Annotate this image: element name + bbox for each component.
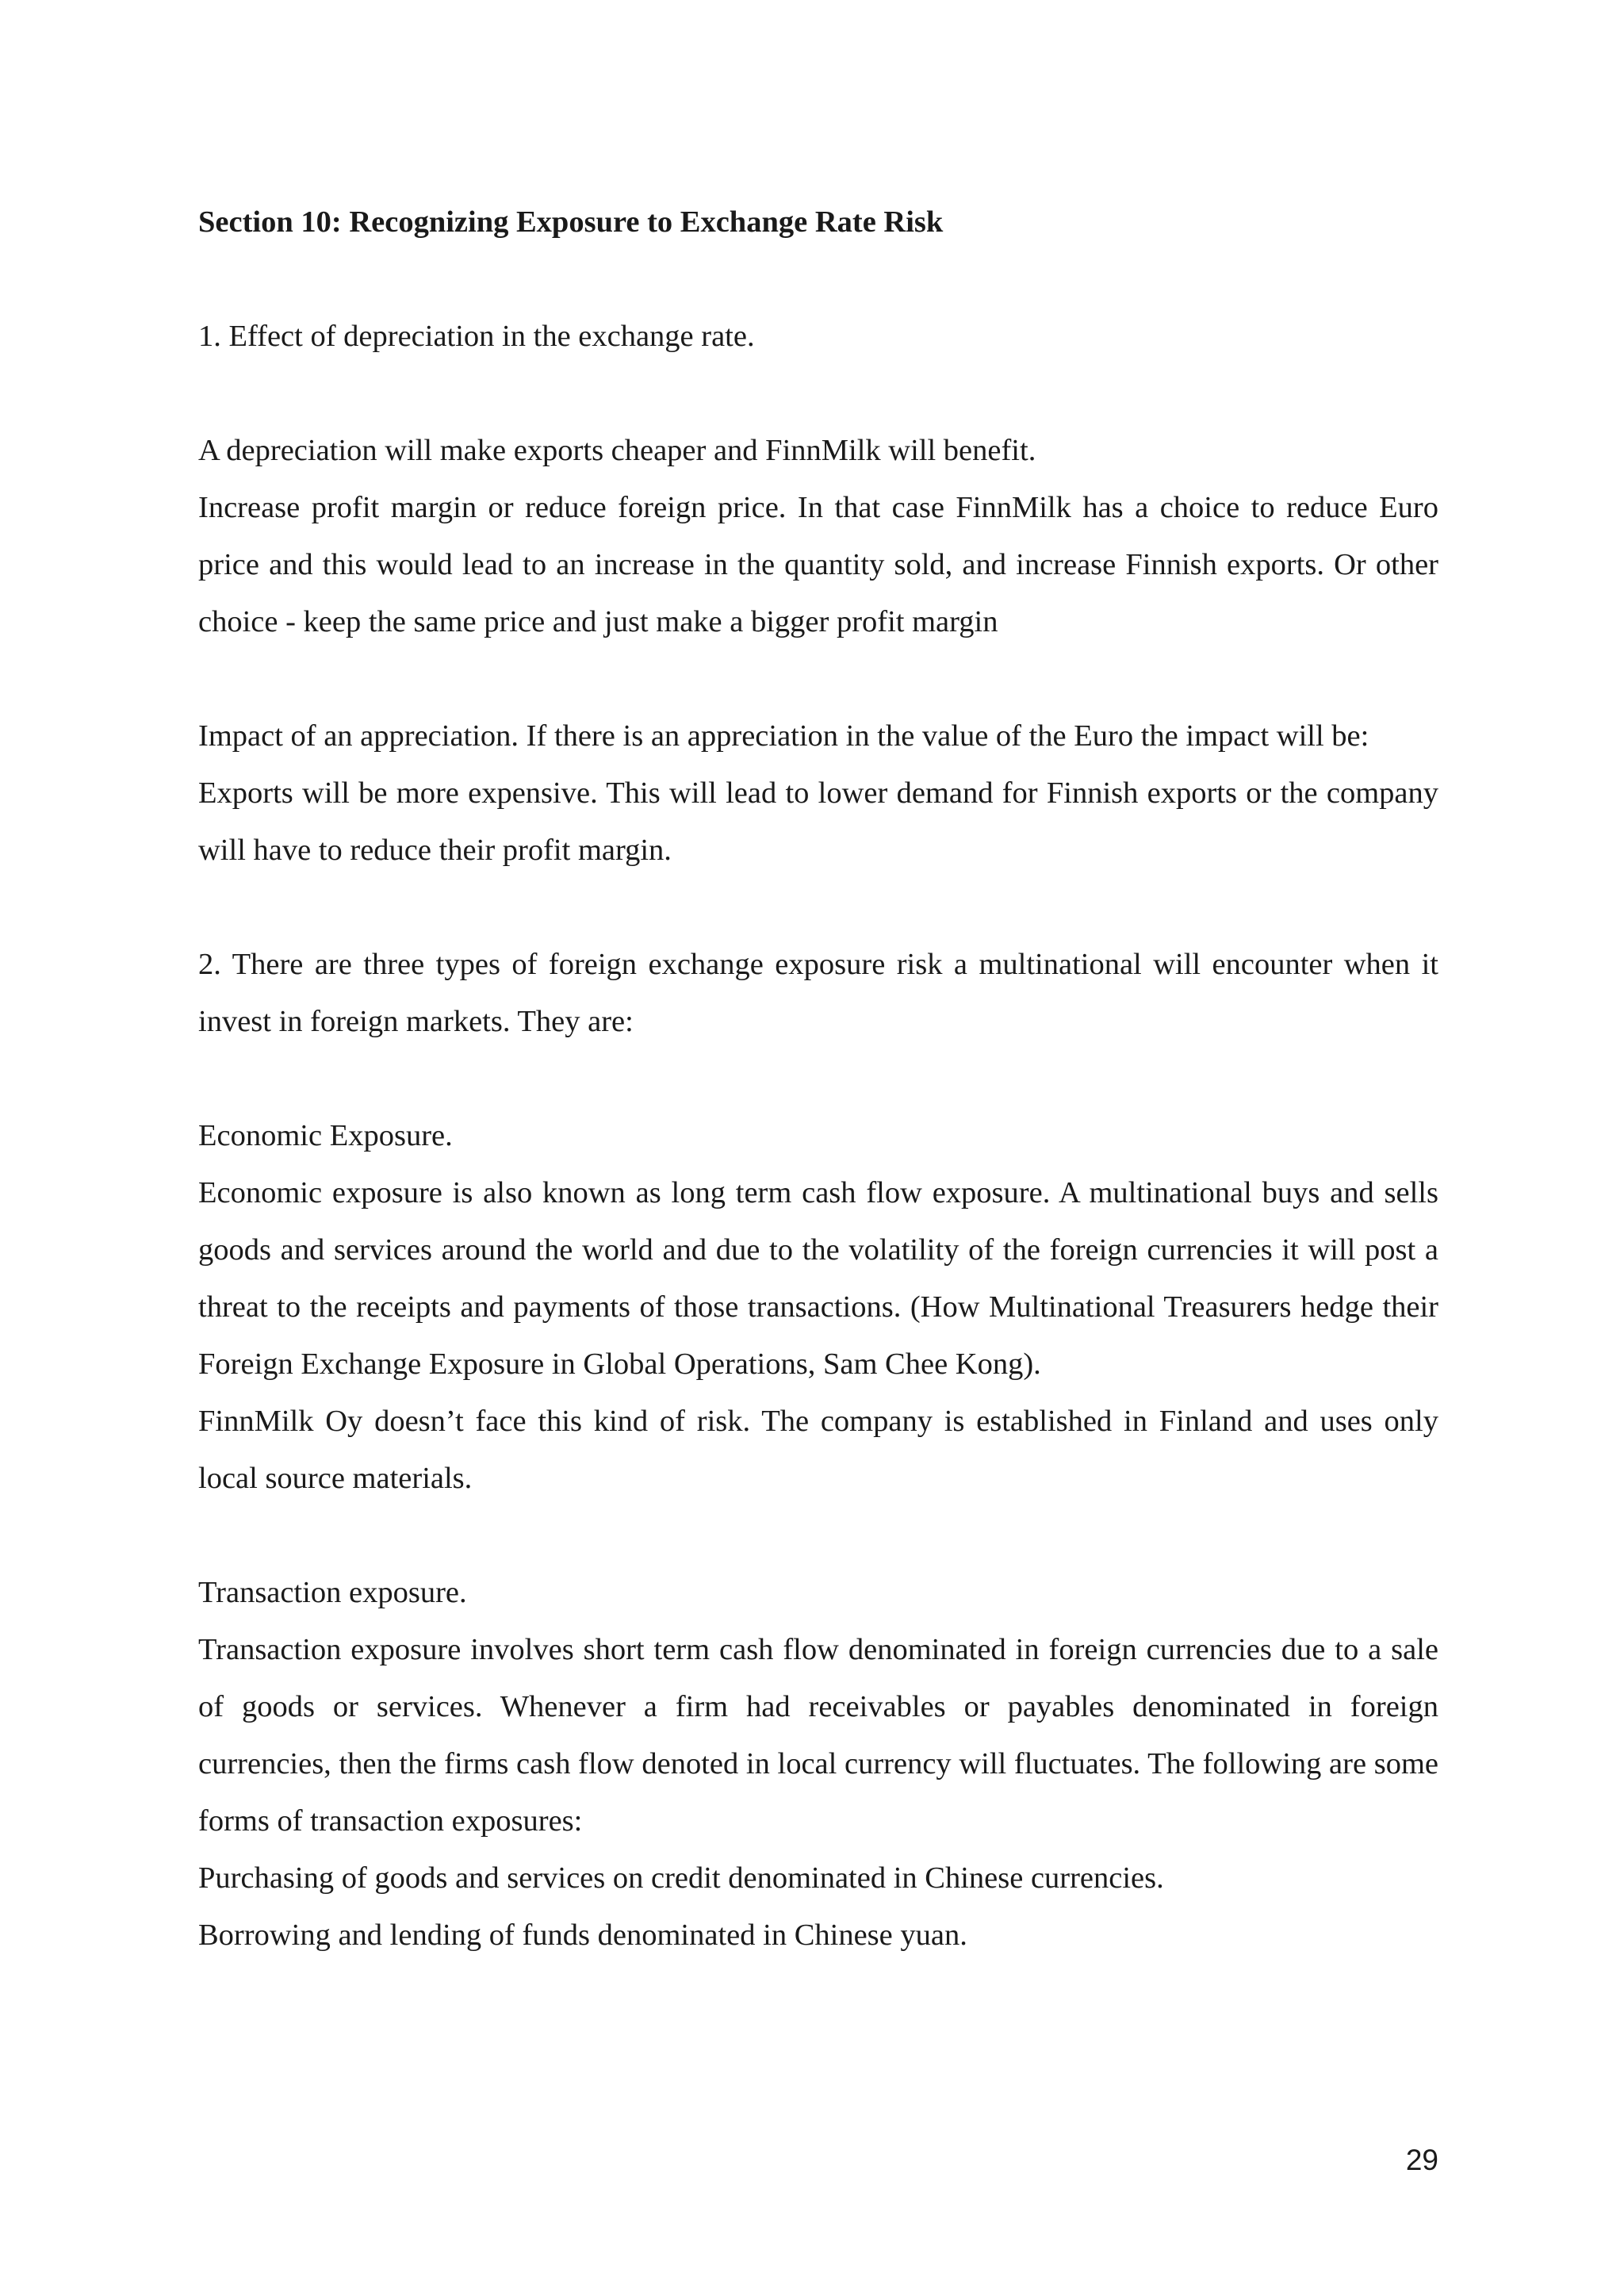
spacer xyxy=(198,1050,1438,1107)
appreciation-intro-paragraph: Impact of an appreciation. If there is an appreciation in the value of the Euro the impact will be: xyxy=(198,719,1369,753)
section-title: Section 10: Recognizing Exposure to Exchange Rate Risk xyxy=(198,205,944,239)
question-1-heading: 1. Effect of depreciation in the exchange rate. xyxy=(198,320,755,353)
economic-exposure-paragraph: Economic exposure is also known as long term cash flow exposure. A multinational buys and sells goods and services around the world and due to the volatility of the foreign currencies it will post a threat to the receipts and payments of those transactions. (How Multinational Treasurers hedge their Foreign Exchange Exposure in Global Operations, Sam Chee Kong). xyxy=(198,1176,1438,1381)
spacer xyxy=(198,1507,1438,1564)
transaction-form-item: Purchasing of goods and services on credit denominated in Chinese currencies. xyxy=(198,1861,1164,1895)
depreciation-benefit-paragraph: A depreciation will make exports cheaper and FinnMilk will benefit. xyxy=(198,434,1036,467)
spacer xyxy=(198,251,1438,308)
transaction-exposure-paragraph: Transaction exposure involves short term cash flow denominated in foreign currencies due to a sale of goods or services. Whenever a firm had receivables or payables denominated in foreign currencies, then the firms cash flow denoted in local currency will fluctuates. The following are some forms of transaction exposures: xyxy=(198,1633,1438,1838)
depreciation-choice-paragraph: Increase profit margin or reduce foreign price. In that case FinnMilk has a choice to reduce Euro price and this would lead to an increase in the quantity sold, and increase Finnish exports. Or other choice - keep the same price and just make a bigger profit margin xyxy=(198,491,1438,638)
spacer xyxy=(198,650,1438,707)
spacer xyxy=(198,365,1438,422)
economic-exposure-heading: Economic Exposure. xyxy=(198,1119,453,1152)
economic-exposure-finnmilk-paragraph: FinnMilk Oy doesn’t face this kind of risk. The company is established in Finland and uses only local source materials. xyxy=(198,1405,1438,1495)
spacer xyxy=(198,879,1438,936)
document-page xyxy=(198,194,1438,1964)
question-2-intro-paragraph: 2. There are three types of foreign exchange exposure risk a multinational will encounter when it invest in foreign markets. They are: xyxy=(198,948,1438,1038)
appreciation-effect-paragraph: Exports will be more expensive. This will lead to lower demand for Finnish exports or the company will have to reduce their profit margin. xyxy=(198,776,1438,867)
transaction-exposure-heading: Transaction exposure. xyxy=(198,1576,467,1609)
transaction-form-item: Borrowing and lending of funds denominated in Chinese yuan. xyxy=(198,1918,967,1952)
page-number: 29 xyxy=(1405,2144,1438,2176)
